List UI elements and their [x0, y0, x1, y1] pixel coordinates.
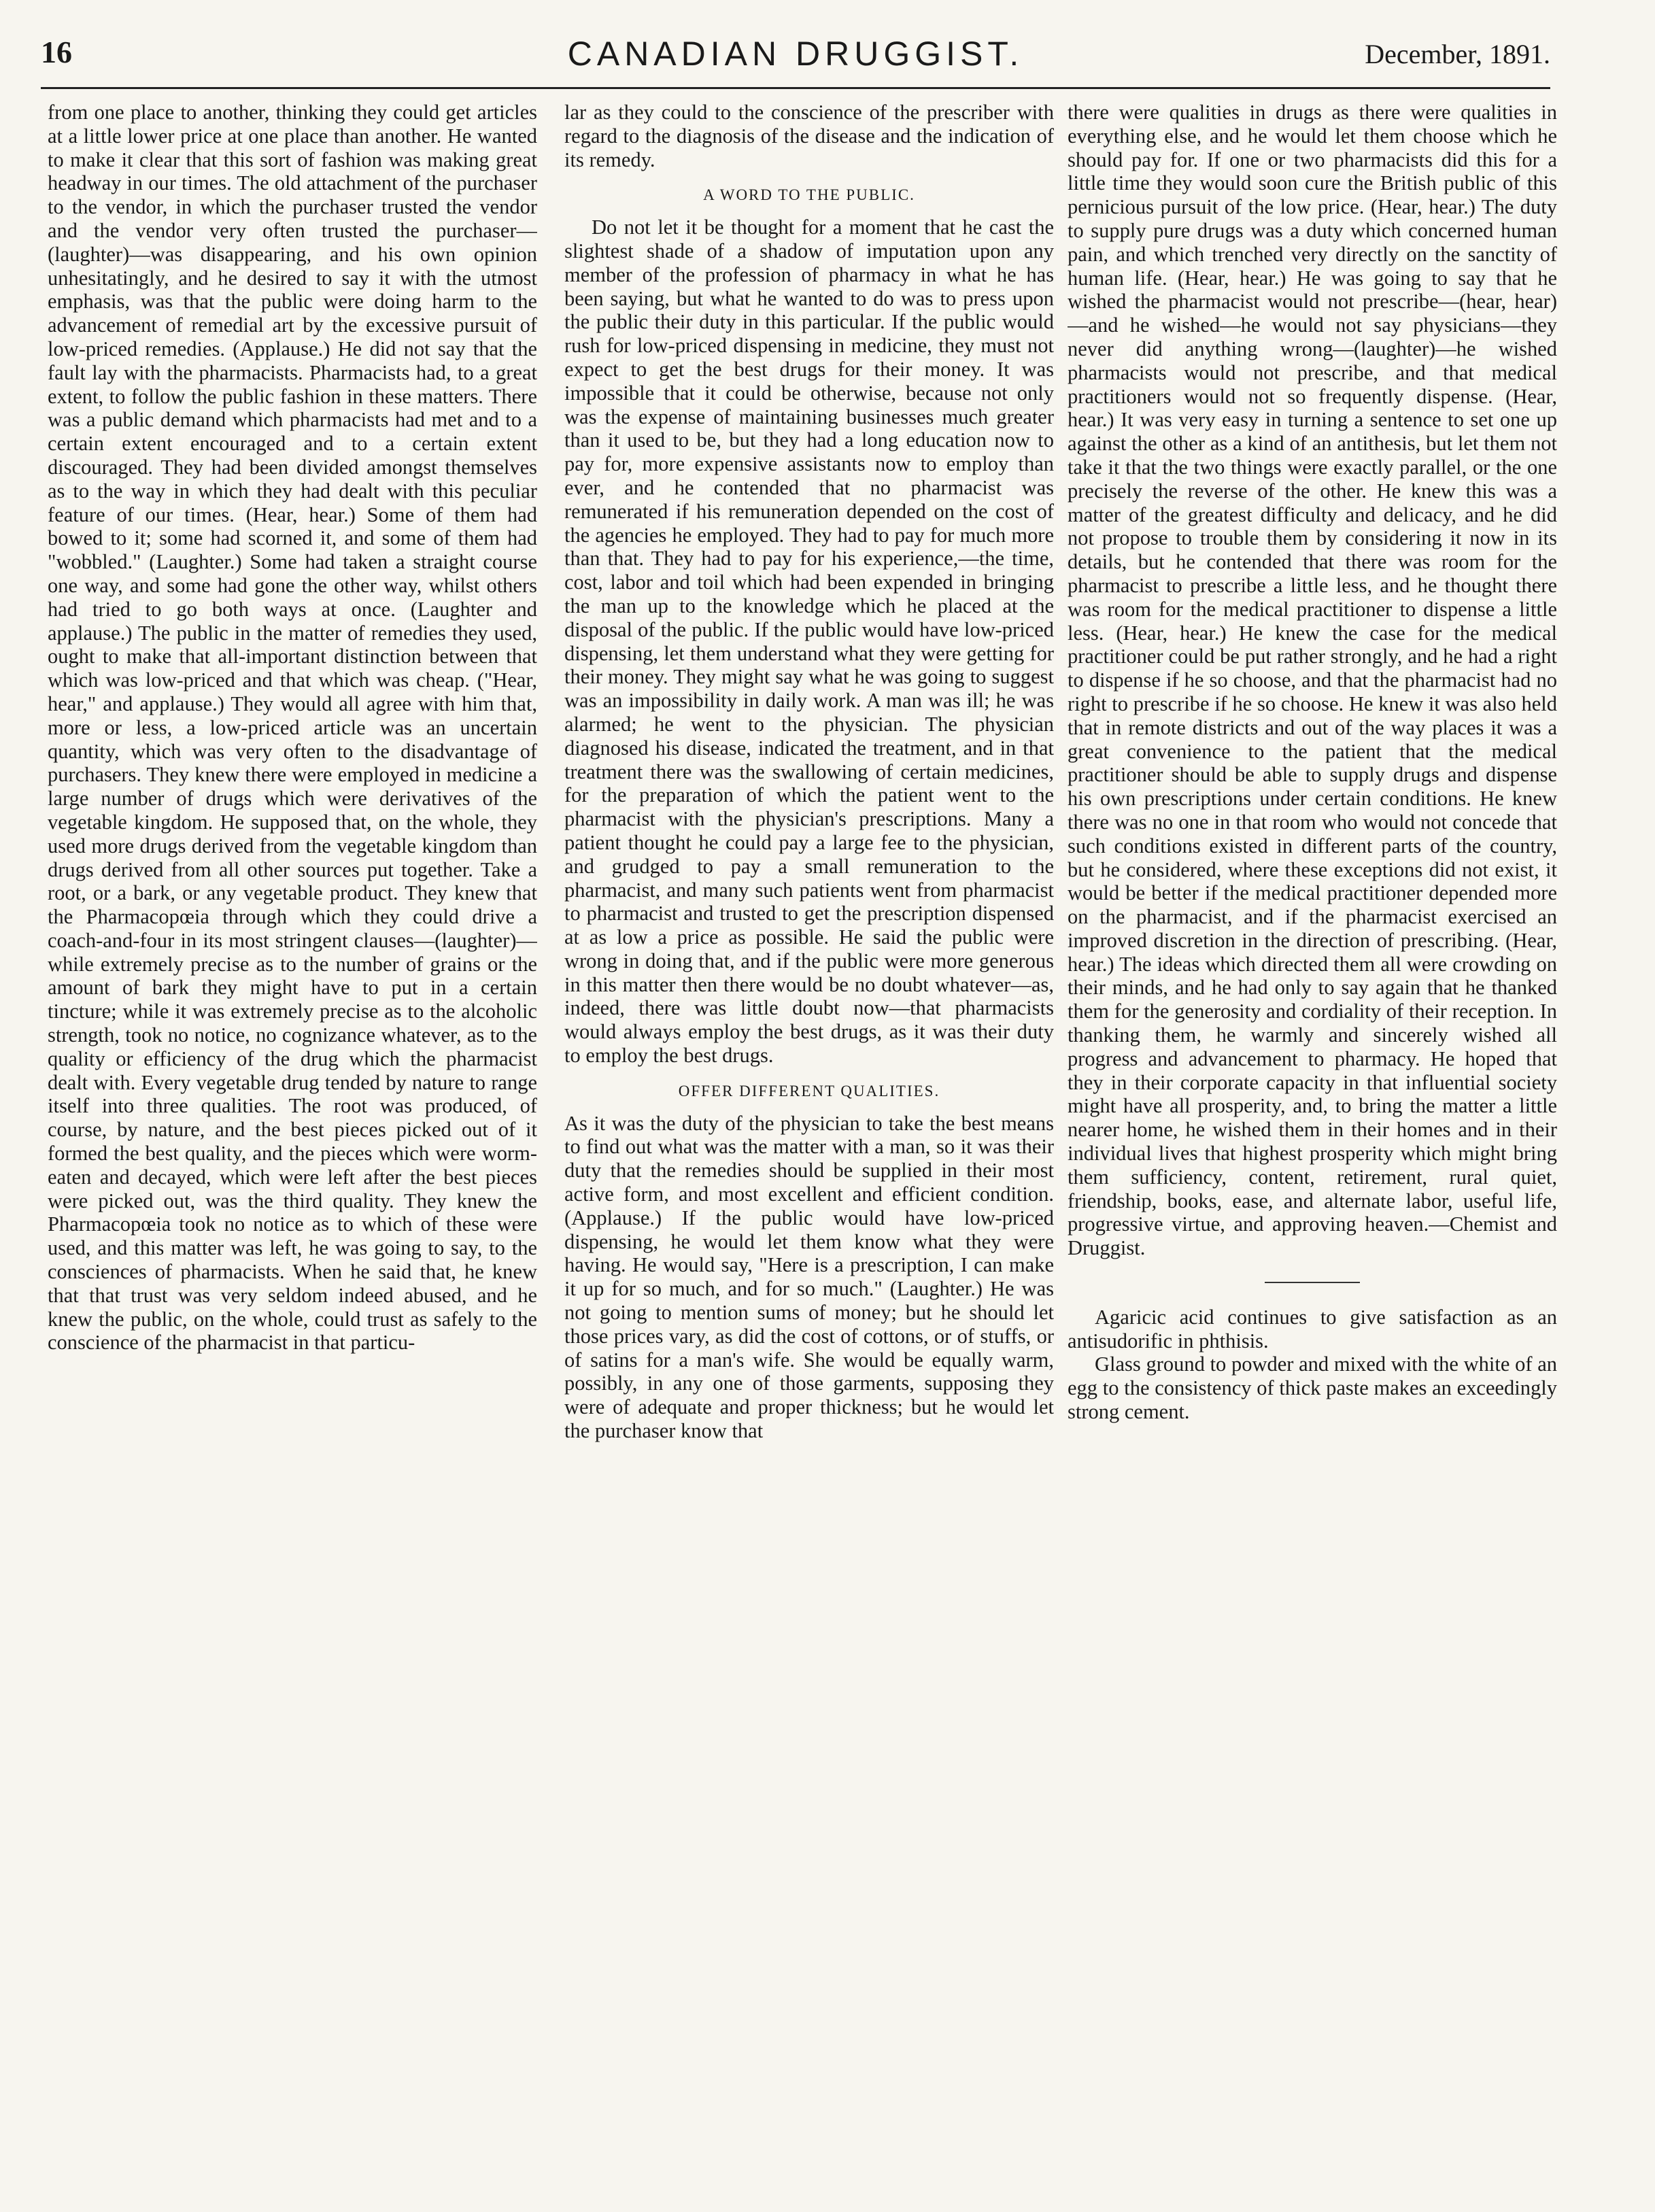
section-heading-offer-qualities: OFFER DIFFERENT QUALITIES.: [678, 1082, 940, 1100]
column-1-paragraph: from one place to another, thinking they could get articles at a little lower price at one place than another. He wanted to make it clear that this sort of fashion was making great headway in our times. The old attachment of the purchaser to the vendor, in which the purchaser trusted the vendor and the vendor very often trusted the purchaser—(laughter)—was disappearing, and his own opinion unhesitatingly, and he desired to say it with the utmost emphasis, was that the public were doing harm to the advancement of remedial art by the excessive pursuit of low-priced remedies. (Applause.) He did not say that the fault lay with the pharmacists. Pharmacists had, to a great extent, to follow the public fashion in these matters. There was a public demand which pharmacists had met and to a certain extent encouraged and to a certain extent discouraged. They had been divided amongst themselves as to the way in which they had dealt with this peculiar feature of our times. (Hear, hear.) Some of them had bowed to it; some had scorned it, and some of them had "wobbled." (Laughter.) Some had taken a straight course one way, and some had gone the other way, whilst others had tried to go both ways at once. (Laughter and applause.) The public in the matter of remedies they used, ought to make that all-important distinction between that which was low-priced and that which was cheap. ("Hear, hear," and applause.) They would all agree with him that, more or less, a low-priced article was an uncertain quantity, which was very often to the disadvantage of purchasers. They knew there were employed in medicine a large number of drugs which were derivatives of the vegetable kingdom. He supposed that, on the whole, they used more drugs derived from the vegetable kingdom than drugs derived from all other sources put together. Take a root, or a bark, or any vegetable product. They knew that the Pharmacopœia through which they could drive a coach-and-four in its most stringent clauses—(laughter)—while extremely precise as to the number of grains or the amount of bark they might have to put in a certain tincture; while it was extremely precise as to the alcoholic strength, took no notice, no cognizance whatever, as to the quality or efficiency of the drug which the pharmacist dealt with. Every vegetable drug tended by nature to range itself into three qualities. The root was produced, of course, by nature, and the best pieces picked out of it formed the best quality, and the pieces which were worm-eaten and decayed, which were left after the best pieces were picked out, was the third quality. They knew the Pharmacopœia took no notice as to which of these were used, and this matter was left, he was going to say, to the consciences of pharmacists. When he said that, he knew that that trust was very seldom indeed abused, and he knew the public, on the whole, could trust as safely to the conscience of the pharmacist in that particu-: [48, 101, 537, 1355]
column-2-paragraph: Do not let it be thought for a moment that he cast the slightest shade of a shadow of imputation upon any member of the profession of pharmacy in what he has been saying, but what he wanted to do was to press upon the public their duty in this particular. If the public would rush for low-priced dispensing in medicine, they must not expect to get the best drugs for their money. It was impossible that it could be otherwise, because not only was the expense of maintaining businesses much greater than it used to be, but they had a long education now to pay for, more expensive assistants now to employ than ever, and he contended that no pharmacist was remunerated if his remuneration depended on the cost of the agencies he employed. They had to pay for much more than that. They had to pay for his experience,—the time, cost, labor and toil which had been expended in bringing the man up to the knowledge which he placed at the disposal of the public. If the public would have low-priced dispensing, let them understand what they were getting for their money. They might say what he was going to suggest was an impossibility in daily work. A man was ill; he was alarmed; he went to the physician. The physician diagnosed his disease, indicated the treatment, and in that treatment there was the swallowing of certain medicines, for the preparation of which the patient went to the pharmacist with the physician's prescriptions. Many a patient thought he could pay a large fee to the physician, and grudged to pay a small remuneration to the pharmacist, and many such patients went from pharmacist to pharmacist and trusted to get the prescription dispensed at as low a price as possible. He said the public were wrong in doing that, and if the public were more generous in this matter then there would be no doubt whatever—as, indeed, there was little doubt now—that pharmacists would always employ the best drugs, as it was their duty to employ the best drugs.: [564, 216, 1054, 1068]
header-rule: [41, 87, 1550, 89]
page-header: [41, 34, 1550, 82]
column-3-paragraph: there were qualities in drugs as there were qualities in everything else, and he would let them choose which he should pay for. If one or two pharmacists did this for a little time they would soon cure the British public of this pernicious pursuit of the low price. (Hear, hear.) The duty to supply pure drugs was a duty which concerned human pain, and which trenched very directly on the sanctity of human life. (Hear, hear.) He was going to say that he wished the pharmacist would not prescribe—(hear, hear)—and he wished—he would not say physicians—they never did anything wrong—(laughter)—he wished pharmacists would not prescribe, and that medical practitioners would not so frequently dispense. (Hear, hear.) It was very easy in turning a sentence to set one up against the other as a kind of an antithesis, but let them not take it that the two things were exactly parallel, or the one precisely the reverse of the other. He knew this was a matter of the greatest difficulty and delicacy, and he did not propose to trouble them by considering it now in its details, but he contended that there was room for the pharmacist to prescribe a little less, and he thought there was room for the medical practitioner to dispense a little less. (Hear, hear.) He knew the case for the medical practitioner could be put rather strongly, and he had a right to dispense if he so choose, and that the pharmacist had no right to prescribe if he so choose. He knew it was also held that in remote districts and out of the way places it was a great convenience to the patient that the medical practitioner should be able to supply drugs and dispense his own prescriptions under certain conditions. He knew there was no one in that room who would not concede that such conditions existed in different parts of the country, but he considered, where these exceptions did not exist, it would be better if the medical practitioner depended more on the pharmacist, and if the pharmacist exercised an improved discretion in the direction of prescribing. (Hear, hear.) The ideas which directed them all were crowding on their minds, and he had only to say again that he thanked them for the generosity and cordiality of their reception. In thanking them, he warmly and sincerely wished all progress and advancement to pharmacy. He hoped that they in their corporate capacity in that influential society might have all prosperity, and, to bring the matter a little nearer home, he wished them in their homes and in their individual lives that highest prosperity which might bring them sufficiency, content, retirement, rural quiet, friendship, books, ease, and alternate labor, useful life, progressive virtue, and approving heaven.—Chemist and Druggist.: [1068, 101, 1557, 1260]
page-number: 16: [41, 35, 72, 69]
agaricic-acid-note: Agaricic acid continues to give satisfaction as an antisudorific in phthisis.: [1068, 1305, 1557, 1352]
column-2-paragraph: As it was the duty of the physician to take the best means to find out what was the matter with a man, so it was their duty that the remedies should be supplied in their most active form, and most excellent and efficient condition. (Applause.) If the public would have low-priced dispensing, he would let them know what they were having. He would say, "Here is a prescription, I can make it up for so much, and for so much." (Laughter.) He was not going to mention sums of money; but he should let those prices vary, as did the cost of cottons, or of stuffs, or of satins for a man's wife. She would be equally warm, possibly, in any one of those garments, supposing they were of adequate and proper thickness; but he would let the purchaser know that: [564, 1111, 1054, 1443]
column-2-paragraph: lar as they could to the conscience of the prescriber with regard to the diagnosis of the disease and the indication of its remedy.: [564, 101, 1054, 171]
column-3: [1068, 101, 1557, 2168]
section-heading-word-to-public: A WORD TO THE PUBLIC.: [703, 186, 915, 204]
article-separator: [1068, 1270, 1557, 1293]
publication-title: CANADIAN DRUGGIST.: [567, 35, 1024, 73]
glass-cement-note: Glass ground to powder and mixed with the white of an egg to the consistency of thick paste makes an exceedingly strong cement.: [1068, 1352, 1557, 1424]
column-1: [48, 101, 537, 2168]
column-2: [564, 101, 1054, 2168]
issue-date: December, 1891.: [1365, 39, 1550, 69]
